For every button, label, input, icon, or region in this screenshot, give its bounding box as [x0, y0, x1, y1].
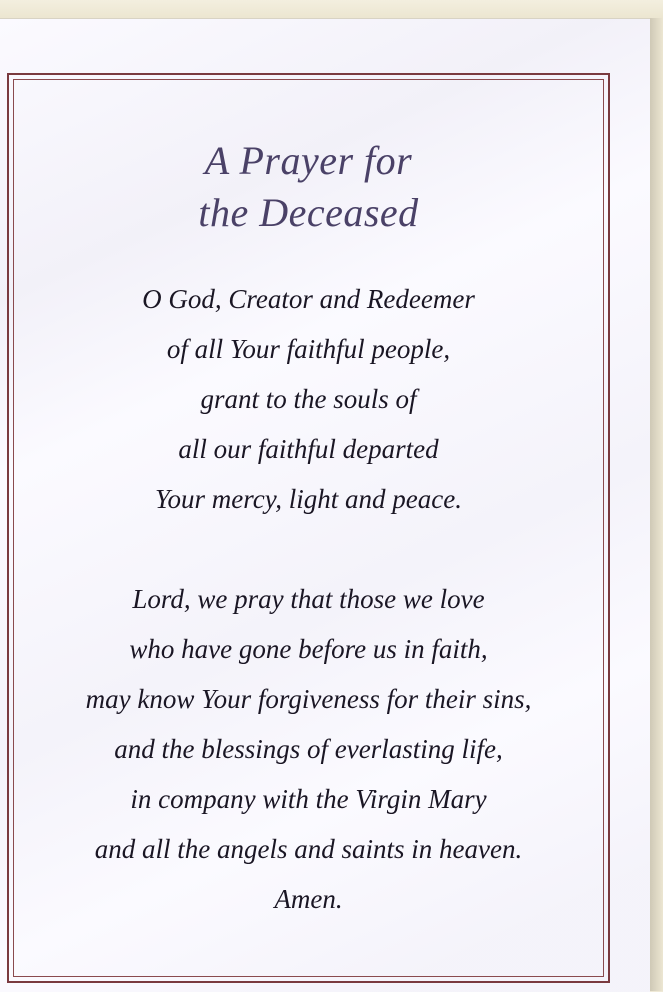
stanza-1-line-4: all our faithful departed: [178, 434, 439, 464]
stanza-1-line-1: O God, Creator and Redeemer: [142, 284, 475, 314]
stanza-2-line-5: in company with the Virgin Mary: [130, 784, 487, 814]
stanza-1-line-3: grant to the souls of: [200, 384, 417, 414]
stanza-2-line-2: who have gone before us in faith,: [129, 634, 488, 664]
prayer-content: [13, 79, 604, 977]
stanza-2-line-1: Lord, we pray that those we love: [132, 584, 485, 614]
closing-amen: Amen.: [274, 884, 343, 914]
stanza-1-line-2: of all Your faithful people,: [166, 334, 451, 364]
prayer-title-line-2: the Deceased: [198, 190, 419, 235]
stanza-1-line-5: Your mercy, light and peace.: [155, 484, 462, 514]
card-edge-shadow: [650, 18, 663, 991]
stanza-2-line-6: and all the angels and saints in heaven.: [94, 834, 523, 864]
stanza-2-line-4: and the blessings of everlasting life,: [114, 734, 503, 764]
stanza-2-line-3: may know Your forgiveness for their sins,: [85, 684, 532, 714]
prayer-title-line-1: A Prayer for: [204, 138, 413, 183]
scan-background: [0, 0, 663, 20]
